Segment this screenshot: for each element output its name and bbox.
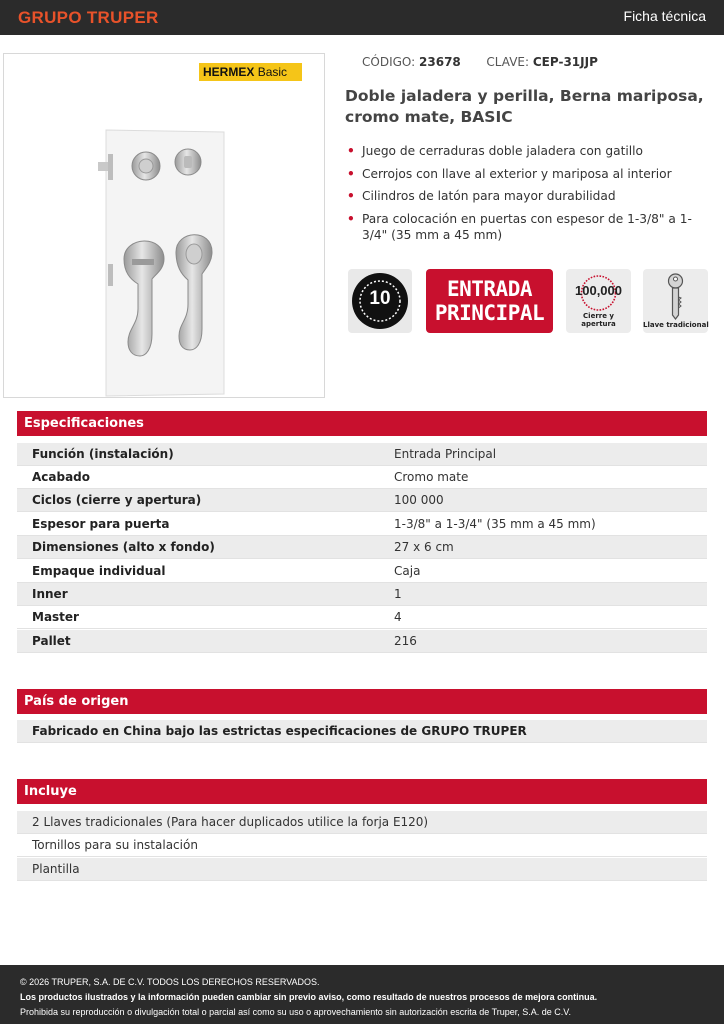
- feature-item: • Juego de cerraduras doble jaladera con gatillo: [346, 143, 716, 159]
- warranty-years: 10: [369, 288, 391, 309]
- table-row: Espesor para puerta 1-3/8" a 1-3/4" (35 mm a 45 mm): [17, 513, 707, 536]
- list-item: Plantilla: [17, 858, 707, 881]
- table-row: Pallet 216: [17, 630, 707, 653]
- specs-heading: Especificaciones: [17, 411, 707, 436]
- feature-item: • Cilindros de latón para mayor durabilidad: [346, 188, 716, 204]
- product-codes: [362, 55, 598, 69]
- list-item: 2 Llaves tradicionales (Para hacer duplicados utilice la forja E120): [17, 811, 707, 834]
- list-item: Tornillos para su instalación: [17, 834, 707, 857]
- top-bar: [0, 0, 724, 35]
- product-image-frame: [3, 53, 325, 398]
- entrada-line2: PRINCIPAL: [434, 301, 545, 325]
- origin-heading: País de origen: [17, 689, 707, 714]
- prohibition-text: Prohibida su reproducción o divulgación total o parcial así como su uso o aprovechamiento sin autorización escrita de Truper, S.A. de C.V.: [20, 1007, 571, 1017]
- product-title: Doble jaladera y perilla, Berna mariposa, cromo mate, BASIC: [345, 87, 704, 126]
- table-row: Inner 1: [17, 583, 707, 606]
- cycles-label: Cierre y apertura: [581, 312, 616, 328]
- feature-list: [346, 143, 716, 249]
- table-row: Master 4: [17, 606, 707, 629]
- entrada-principal-badge: [426, 269, 553, 333]
- copyright-text: © 2026 TRUPER, S.A. DE C.V. TODOS LOS DERECHOS RESERVADOS.: [20, 977, 320, 987]
- warranty-badge: [348, 269, 412, 333]
- cycles-badge: [566, 269, 631, 333]
- includes-heading: Incluye: [17, 779, 707, 804]
- brand-logo[interactable]: GRUPO TRUPER: [18, 8, 159, 27]
- feature-item: • Para colocación en puertas con espesor de 1-3/8" a 1-3/4" (35 mm a 45 mm): [346, 211, 716, 243]
- key-label: Llave tradicional: [643, 321, 709, 329]
- clave-value: CEP-31JJP: [532, 55, 598, 69]
- table-row: Ciclos (cierre y apertura) 100 000: [17, 489, 707, 512]
- key-badge: [643, 269, 708, 333]
- entrada-line1: ENTRADA: [446, 277, 532, 301]
- clave-label: CLAVE:: [486, 55, 530, 69]
- table-row: Función (instalación) Entrada Principal: [17, 443, 707, 466]
- table-row: Acabado Cromo mate: [17, 466, 707, 489]
- codigo-label: CÓDIGO:: [362, 55, 416, 69]
- cycles-number: 100,000: [575, 283, 622, 298]
- disclaimer-text: Los productos ilustrados y la información pueden cambiar sin previo aviso, como resultado de nuestros procesos de mejora continua.: [20, 992, 598, 1002]
- codigo-value: 23678: [419, 55, 461, 69]
- table-row: Empaque individual Caja: [17, 560, 707, 583]
- hermex-basic-badge: HERMEX Basic: [199, 63, 302, 81]
- feature-item: • Cerrojos con llave al exterior y mariposa al interior: [346, 166, 716, 182]
- doc-type-label: Ficha técnica: [623, 8, 706, 24]
- footer: [0, 965, 724, 1024]
- table-row: Dimensiones (alto x fondo) 27 x 6 cm: [17, 536, 707, 559]
- product-image: [94, 124, 234, 399]
- origin-row: Fabricado en China bajo las estrictas especificaciones de GRUPO TRUPER: [17, 720, 707, 743]
